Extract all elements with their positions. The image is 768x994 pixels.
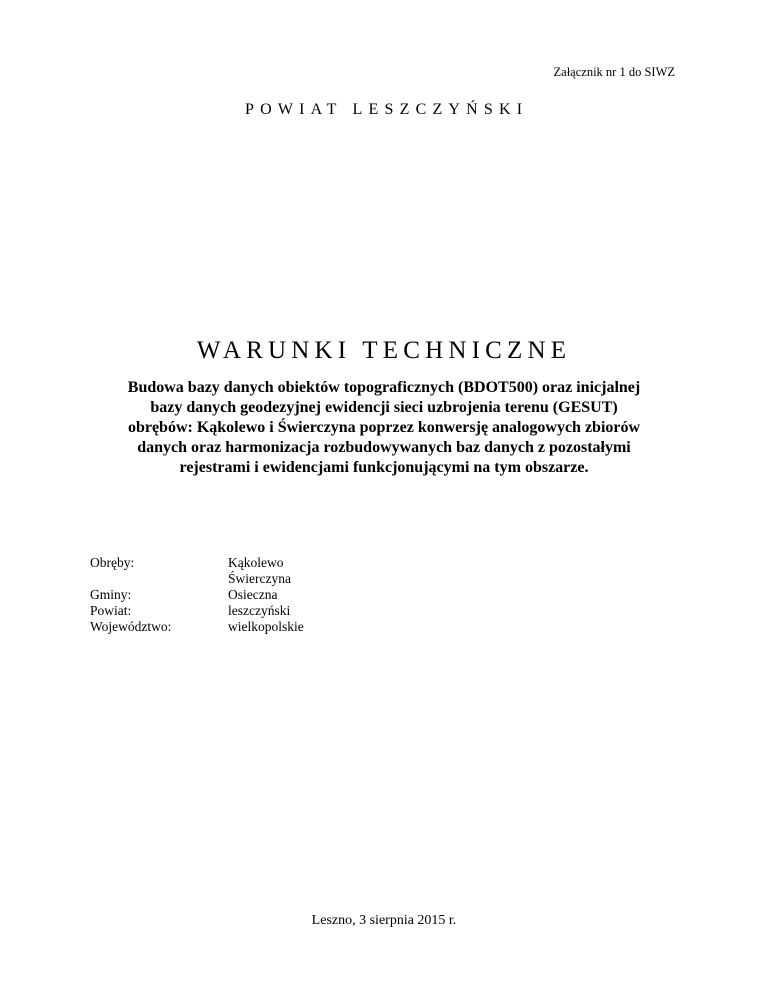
obreb-value: Świerczyna (228, 571, 291, 586)
subtitle-line: danych oraz harmonizacja rozbudowywanych baz danych z pozostałymi (137, 439, 631, 456)
info-row-obreby (90, 555, 304, 587)
info-row-wojewodztwo (90, 619, 304, 635)
subtitle-line: obrębów: Kąkolewo i Świerczyna poprzez konwersję analogowych zbiorów (127, 419, 641, 436)
subtitle-line: bazy danych geodezyjnej ewidencji sieci uzbrojenia terenu (GESUT) (150, 399, 618, 416)
subtitle-line: Budowa bazy danych obiektów topograficznych (BDOT500) oraz inicjalnej (127, 379, 641, 396)
document-subtitle (80, 378, 688, 478)
powiat-label: Powiat: (90, 603, 132, 618)
place-and-date: Leszno, 3 sierpnia 2015 r. (311, 913, 457, 928)
document-title: WARUNKI TECHNICZNE (196, 337, 572, 364)
wojewodztwo-value: wielkopolskie (228, 619, 304, 634)
powiat-value: leszczyński (228, 603, 291, 618)
location-info-table (90, 555, 304, 635)
obreby-values (228, 555, 291, 587)
info-row-gminy (90, 587, 304, 603)
wojewodztwo-label: Województwo: (90, 619, 172, 634)
gminy-value: Osieczna (228, 587, 278, 602)
obreb-value: Kąkolewo (228, 555, 284, 570)
subtitle-line: rejestrami i ewidencjami funkcjonującymi na tym obszarze. (179, 459, 589, 476)
gminy-label: Gminy: (90, 587, 132, 602)
info-row-powiat (90, 603, 304, 619)
annex-note: Załącznik nr 1 do SIWZ (553, 65, 675, 79)
obreby-label: Obręby: (90, 555, 135, 570)
county-heading: POWIAT LESZCZYŃSKI (245, 101, 529, 118)
